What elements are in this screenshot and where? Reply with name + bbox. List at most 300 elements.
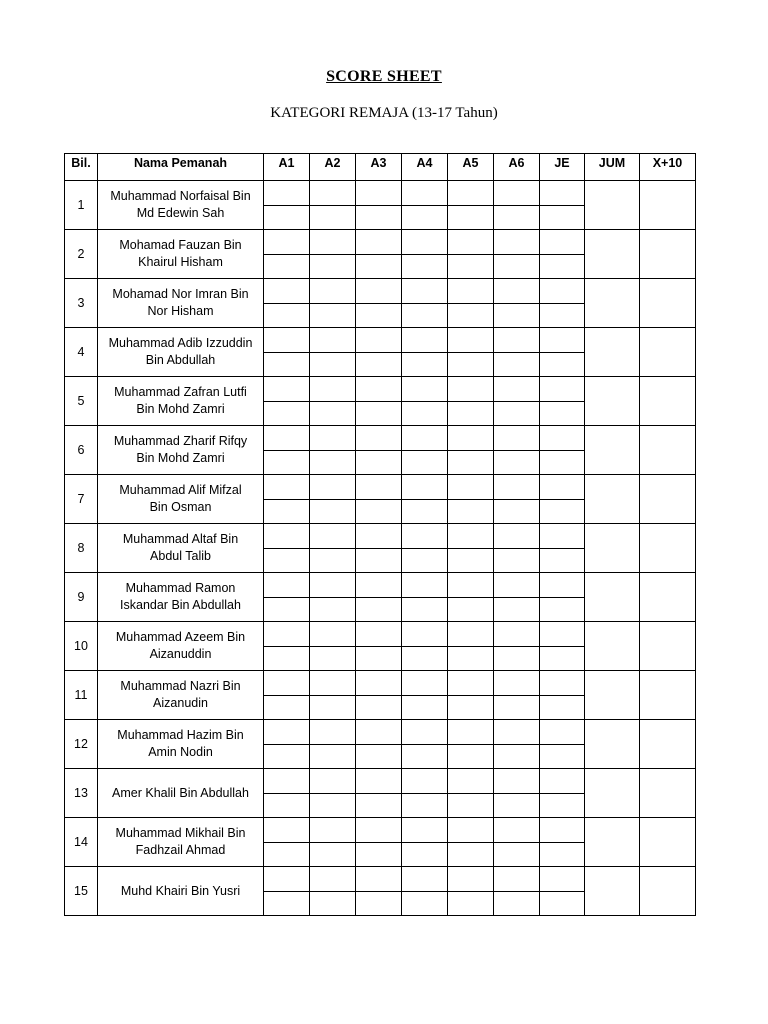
score-cell-a4[interactable] <box>402 524 448 549</box>
archer-name-line2: Khairul Hisham <box>138 255 223 269</box>
score-cell-a2[interactable] <box>310 867 356 892</box>
score-cell-je[interactable] <box>540 450 585 475</box>
score-cell-a6[interactable] <box>494 769 540 794</box>
score-cell-a4[interactable] <box>402 695 448 720</box>
page-title: SCORE SHEET <box>326 68 442 85</box>
score-cell-a4[interactable] <box>402 891 448 916</box>
score-cell-a1[interactable] <box>264 230 310 255</box>
score-cell-a3[interactable] <box>356 793 402 818</box>
score-cell-a6[interactable] <box>494 622 540 647</box>
row-number: 5 <box>65 377 98 426</box>
score-cell-a3[interactable] <box>356 230 402 255</box>
score-cell-a1[interactable] <box>264 450 310 475</box>
score-cell-a4[interactable] <box>402 548 448 573</box>
score-cell-a2[interactable] <box>310 891 356 916</box>
score-cell-a6[interactable] <box>494 426 540 451</box>
score-cell-a4[interactable] <box>402 597 448 622</box>
score-cell-a4[interactable] <box>402 622 448 647</box>
score-cell-a4[interactable] <box>402 377 448 402</box>
archer-name <box>98 426 264 475</box>
score-cell-a2[interactable] <box>310 597 356 622</box>
score-cell-a1[interactable] <box>264 720 310 745</box>
score-cell-a5[interactable] <box>448 377 494 402</box>
score-cell-je[interactable] <box>540 573 585 598</box>
score-cell-a1[interactable] <box>264 254 310 279</box>
total-cell-x10[interactable] <box>640 524 696 573</box>
score-cell-a4[interactable] <box>402 426 448 451</box>
score-cell-a2[interactable] <box>310 426 356 451</box>
score-cell-a5[interactable] <box>448 720 494 745</box>
score-cell-a5[interactable] <box>448 181 494 206</box>
total-cell-jum[interactable] <box>585 181 640 230</box>
score-cell-je[interactable] <box>540 842 585 867</box>
score-cell-a2[interactable] <box>310 328 356 353</box>
archer-name-line2: Bin Osman <box>149 500 212 514</box>
row-number: 1 <box>65 181 98 230</box>
score-cell-je[interactable] <box>540 793 585 818</box>
score-cell-a2[interactable] <box>310 352 356 377</box>
score-cell-je[interactable] <box>540 720 585 745</box>
archer-name-line1: Muhd Khairi Bin Yusri <box>120 883 241 898</box>
archer-name-line2: Iskandar Bin Abdullah <box>120 598 241 612</box>
row-number: 11 <box>65 671 98 720</box>
score-cell-a6[interactable] <box>494 279 540 304</box>
score-cell-a3[interactable] <box>356 842 402 867</box>
score-cell-a2[interactable] <box>310 254 356 279</box>
score-cell-a6[interactable] <box>494 328 540 353</box>
score-cell-a3[interactable] <box>356 499 402 524</box>
total-cell-jum[interactable] <box>585 573 640 622</box>
page-subtitle: KATEGORI REMAJA (13-17 Tahun) <box>270 105 498 121</box>
score-cell-a2[interactable] <box>310 646 356 671</box>
total-cell-x10[interactable] <box>640 769 696 818</box>
score-cell-a1[interactable] <box>264 352 310 377</box>
score-cell-a4[interactable] <box>402 181 448 206</box>
score-cell-je[interactable] <box>540 426 585 451</box>
archer-name-line2: Aizanudin <box>153 696 208 710</box>
score-cell-a6[interactable] <box>494 818 540 843</box>
archer-name <box>98 769 264 818</box>
score-cell-a3[interactable] <box>356 205 402 230</box>
score-cell-a5[interactable] <box>448 279 494 304</box>
archer-name <box>98 377 264 426</box>
score-cell-a1[interactable] <box>264 818 310 843</box>
score-cell-a6[interactable] <box>494 303 540 328</box>
archer-name <box>98 622 264 671</box>
score-cell-a1[interactable] <box>264 867 310 892</box>
score-cell-a3[interactable] <box>356 303 402 328</box>
score-cell-a6[interactable] <box>494 499 540 524</box>
archer-name-line2: Bin Mohd Zamri <box>136 451 225 465</box>
score-cell-a6[interactable] <box>494 548 540 573</box>
score-cell-a1[interactable] <box>264 205 310 230</box>
score-cell-a6[interactable] <box>494 450 540 475</box>
score-cell-a4[interactable] <box>402 867 448 892</box>
score-cell-a3[interactable] <box>356 377 402 402</box>
score-cell-je[interactable] <box>540 230 585 255</box>
total-cell-jum[interactable] <box>585 671 640 720</box>
score-cell-a1[interactable] <box>264 573 310 598</box>
score-cell-a1[interactable] <box>264 842 310 867</box>
score-cell-a6[interactable] <box>494 597 540 622</box>
score-cell-a2[interactable] <box>310 793 356 818</box>
score-cell-a5[interactable] <box>448 891 494 916</box>
score-cell-a3[interactable] <box>356 573 402 598</box>
score-cell-a1[interactable] <box>264 499 310 524</box>
archer-name-line2: Fadhzail Ahmad <box>135 843 226 857</box>
score-cell-a2[interactable] <box>310 720 356 745</box>
score-cell-a4[interactable] <box>402 475 448 500</box>
score-cell-a2[interactable] <box>310 401 356 426</box>
total-cell-x10[interactable] <box>640 426 696 475</box>
archer-name-line1: Mohamad Fauzan Bin <box>119 238 242 252</box>
score-cell-je[interactable] <box>540 744 585 769</box>
score-cell-a3[interactable] <box>356 597 402 622</box>
total-cell-jum[interactable] <box>585 230 640 279</box>
score-cell-a3[interactable] <box>356 450 402 475</box>
score-cell-a5[interactable] <box>448 695 494 720</box>
score-cell-a2[interactable] <box>310 769 356 794</box>
total-cell-jum[interactable] <box>585 426 640 475</box>
table-row <box>65 769 696 794</box>
table-row <box>65 328 696 353</box>
score-cell-a6[interactable] <box>494 695 540 720</box>
score-cell-je[interactable] <box>540 377 585 402</box>
score-cell-a5[interactable] <box>448 793 494 818</box>
score-cell-a2[interactable] <box>310 671 356 696</box>
score-cell-a4[interactable] <box>402 205 448 230</box>
score-cell-a5[interactable] <box>448 328 494 353</box>
score-cell-a3[interactable] <box>356 671 402 696</box>
score-cell-a6[interactable] <box>494 720 540 745</box>
score-cell-a4[interactable] <box>402 401 448 426</box>
archer-name-line1: Muhammad Ramon <box>125 581 236 595</box>
table-row <box>65 181 696 206</box>
score-cell-a2[interactable] <box>310 524 356 549</box>
score-cell-a5[interactable] <box>448 303 494 328</box>
score-cell-a3[interactable] <box>356 401 402 426</box>
score-cell-a5[interactable] <box>448 573 494 598</box>
score-cell-a2[interactable] <box>310 499 356 524</box>
row-number: 10 <box>65 622 98 671</box>
score-cell-je[interactable] <box>540 597 585 622</box>
score-cell-a1[interactable] <box>264 891 310 916</box>
score-cell-a2[interactable] <box>310 842 356 867</box>
archer-name <box>98 181 264 230</box>
score-cell-a4[interactable] <box>402 818 448 843</box>
score-cell-a1[interactable] <box>264 548 310 573</box>
total-cell-x10[interactable] <box>640 279 696 328</box>
score-cell-a2[interactable] <box>310 303 356 328</box>
score-cell-a4[interactable] <box>402 328 448 353</box>
score-cell-a6[interactable] <box>494 401 540 426</box>
total-cell-x10[interactable] <box>640 818 696 867</box>
total-cell-jum[interactable] <box>585 769 640 818</box>
archer-name-line1: Muhammad Mikhail Bin <box>115 826 246 840</box>
score-cell-a4[interactable] <box>402 303 448 328</box>
score-cell-a4[interactable] <box>402 769 448 794</box>
score-cell-je[interactable] <box>540 769 585 794</box>
score-cell-a6[interactable] <box>494 867 540 892</box>
score-cell-a3[interactable] <box>356 622 402 647</box>
score-cell-a5[interactable] <box>448 524 494 549</box>
score-cell-a3[interactable] <box>356 548 402 573</box>
total-cell-jum[interactable] <box>585 867 640 916</box>
score-cell-a3[interactable] <box>356 426 402 451</box>
score-cell-a2[interactable] <box>310 573 356 598</box>
archer-name-line1: Muhammad Hazim Bin <box>117 728 244 742</box>
score-cell-a6[interactable] <box>494 524 540 549</box>
score-cell-a4[interactable] <box>402 744 448 769</box>
score-cell-a2[interactable] <box>310 377 356 402</box>
score-cell-a1[interactable] <box>264 622 310 647</box>
score-cell-a1[interactable] <box>264 377 310 402</box>
score-cell-a1[interactable] <box>264 475 310 500</box>
total-cell-x10[interactable] <box>640 475 696 524</box>
total-cell-x10[interactable] <box>640 671 696 720</box>
score-cell-a6[interactable] <box>494 352 540 377</box>
table-row <box>65 671 696 696</box>
table-row <box>65 279 696 304</box>
score-cell-a6[interactable] <box>494 230 540 255</box>
score-cell-a4[interactable] <box>402 646 448 671</box>
score-cell-a4[interactable] <box>402 279 448 304</box>
total-cell-jum[interactable] <box>585 818 640 867</box>
score-cell-a5[interactable] <box>448 426 494 451</box>
score-cell-a4[interactable] <box>402 254 448 279</box>
row-number: 4 <box>65 328 98 377</box>
archer-name-line2: Nor Hisham <box>147 304 214 318</box>
score-cell-a2[interactable] <box>310 205 356 230</box>
score-cell-a5[interactable] <box>448 744 494 769</box>
score-cell-a6[interactable] <box>494 573 540 598</box>
score-cell-a6[interactable] <box>494 671 540 696</box>
score-cell-a3[interactable] <box>356 254 402 279</box>
score-cell-a3[interactable] <box>356 720 402 745</box>
score-cell-a5[interactable] <box>448 230 494 255</box>
score-cell-a5[interactable] <box>448 254 494 279</box>
score-cell-a1[interactable] <box>264 524 310 549</box>
score-cell-a6[interactable] <box>494 793 540 818</box>
score-cell-a4[interactable] <box>402 842 448 867</box>
score-cell-je[interactable] <box>540 548 585 573</box>
score-cell-a1[interactable] <box>264 303 310 328</box>
score-cell-a6[interactable] <box>494 646 540 671</box>
row-number: 8 <box>65 524 98 573</box>
total-cell-x10[interactable] <box>640 720 696 769</box>
score-cell-a5[interactable] <box>448 842 494 867</box>
score-cell-a3[interactable] <box>356 328 402 353</box>
archer-name-line1: Mohamad Nor Imran Bin <box>112 287 249 301</box>
total-cell-x10[interactable] <box>640 230 696 279</box>
total-cell-jum[interactable] <box>585 475 640 524</box>
score-cell-a6[interactable] <box>494 254 540 279</box>
archer-name-line2: Bin Abdullah <box>145 353 216 367</box>
header-row <box>65 154 696 181</box>
score-cell-je[interactable] <box>540 205 585 230</box>
total-cell-x10[interactable] <box>640 573 696 622</box>
archer-name <box>98 475 264 524</box>
archer-name <box>98 230 264 279</box>
score-cell-a1[interactable] <box>264 426 310 451</box>
total-cell-x10[interactable] <box>640 622 696 671</box>
score-cell-a1[interactable] <box>264 328 310 353</box>
total-cell-x10[interactable] <box>640 328 696 377</box>
table-row <box>65 867 696 892</box>
score-cell-a1[interactable] <box>264 793 310 818</box>
score-cell-je[interactable] <box>540 279 585 304</box>
score-cell-a6[interactable] <box>494 205 540 230</box>
score-cell-a4[interactable] <box>402 793 448 818</box>
score-cell-je[interactable] <box>540 401 585 426</box>
score-cell-a4[interactable] <box>402 573 448 598</box>
score-cell-a6[interactable] <box>494 744 540 769</box>
score-cell-a5[interactable] <box>448 646 494 671</box>
score-cell-a5[interactable] <box>448 597 494 622</box>
score-cell-a6[interactable] <box>494 475 540 500</box>
score-cell-a1[interactable] <box>264 769 310 794</box>
score-cell-je[interactable] <box>540 254 585 279</box>
score-cell-a2[interactable] <box>310 230 356 255</box>
score-cell-a5[interactable] <box>448 818 494 843</box>
score-cell-a5[interactable] <box>448 622 494 647</box>
column-header-a6: A6 <box>494 154 540 181</box>
score-cell-je[interactable] <box>540 475 585 500</box>
score-cell-a5[interactable] <box>448 499 494 524</box>
table-row <box>65 230 696 255</box>
score-cell-a2[interactable] <box>310 744 356 769</box>
total-cell-jum[interactable] <box>585 328 640 377</box>
score-cell-a6[interactable] <box>494 377 540 402</box>
score-cell-a3[interactable] <box>356 181 402 206</box>
score-cell-a1[interactable] <box>264 401 310 426</box>
score-cell-je[interactable] <box>540 818 585 843</box>
score-cell-a3[interactable] <box>356 475 402 500</box>
score-cell-a5[interactable] <box>448 401 494 426</box>
score-cell-a5[interactable] <box>448 352 494 377</box>
score-cell-a5[interactable] <box>448 450 494 475</box>
archer-name <box>98 720 264 769</box>
table-row <box>65 573 696 598</box>
score-cell-je[interactable] <box>540 671 585 696</box>
total-cell-x10[interactable] <box>640 181 696 230</box>
score-cell-a4[interactable] <box>402 720 448 745</box>
score-cell-je[interactable] <box>540 352 585 377</box>
score-cell-je[interactable] <box>540 867 585 892</box>
score-cell-je[interactable] <box>540 891 585 916</box>
score-cell-a2[interactable] <box>310 450 356 475</box>
score-cell-je[interactable] <box>540 181 585 206</box>
total-cell-jum[interactable] <box>585 524 640 573</box>
table-row <box>65 475 696 500</box>
score-cell-a1[interactable] <box>264 744 310 769</box>
score-cell-a6[interactable] <box>494 891 540 916</box>
score-cell-a3[interactable] <box>356 744 402 769</box>
score-cell-a3[interactable] <box>356 524 402 549</box>
score-cell-a1[interactable] <box>264 279 310 304</box>
score-cell-a1[interactable] <box>264 181 310 206</box>
column-header-x10: X+10 <box>640 154 696 181</box>
score-cell-je[interactable] <box>540 524 585 549</box>
total-cell-x10[interactable] <box>640 867 696 916</box>
total-cell-jum[interactable] <box>585 720 640 769</box>
score-cell-a5[interactable] <box>448 671 494 696</box>
score-cell-a1[interactable] <box>264 695 310 720</box>
score-cell-a6[interactable] <box>494 181 540 206</box>
score-cell-a6[interactable] <box>494 842 540 867</box>
score-cell-je[interactable] <box>540 303 585 328</box>
score-cell-a3[interactable] <box>356 769 402 794</box>
column-header-name: Nama Pemanah <box>98 154 264 181</box>
row-number: 12 <box>65 720 98 769</box>
score-cell-a3[interactable] <box>356 646 402 671</box>
row-number: 9 <box>65 573 98 622</box>
archer-name-line2: Amin Nodin <box>148 745 213 759</box>
score-cell-a5[interactable] <box>448 867 494 892</box>
archer-name-line1: Muhammad Zharif Rifqy <box>113 434 248 448</box>
total-cell-x10[interactable] <box>640 377 696 426</box>
score-cell-a4[interactable] <box>402 352 448 377</box>
archer-name-line1: Muhammad Alif Mifzal <box>119 483 242 497</box>
score-cell-a2[interactable] <box>310 622 356 647</box>
score-cell-je[interactable] <box>540 695 585 720</box>
column-header-je: JE <box>540 154 585 181</box>
score-cell-je[interactable] <box>540 622 585 647</box>
score-cell-a4[interactable] <box>402 450 448 475</box>
score-cell-a2[interactable] <box>310 818 356 843</box>
score-cell-je[interactable] <box>540 328 585 353</box>
score-cell-a5[interactable] <box>448 475 494 500</box>
archer-name-line1: Muhammad Adib Izzuddin <box>108 336 253 350</box>
score-cell-a3[interactable] <box>356 891 402 916</box>
archer-name-line2: Bin Mohd Zamri <box>136 402 225 416</box>
score-cell-a5[interactable] <box>448 769 494 794</box>
archer-name <box>98 671 264 720</box>
score-cell-a4[interactable] <box>402 671 448 696</box>
score-cell-a3[interactable] <box>356 352 402 377</box>
score-cell-a3[interactable] <box>356 867 402 892</box>
column-header-a4: A4 <box>402 154 448 181</box>
total-cell-jum[interactable] <box>585 622 640 671</box>
score-cell-a1[interactable] <box>264 646 310 671</box>
table-row <box>65 426 696 451</box>
score-cell-a2[interactable] <box>310 548 356 573</box>
score-cell-a5[interactable] <box>448 548 494 573</box>
score-cell-a1[interactable] <box>264 671 310 696</box>
row-number: 2 <box>65 230 98 279</box>
total-cell-jum[interactable] <box>585 377 640 426</box>
column-header-bil: Bil. <box>65 154 98 181</box>
archer-name-line1: Muhammad Norfaisal Bin <box>110 189 251 203</box>
archer-name-line1: Muhammad Nazri Bin <box>120 679 241 693</box>
row-number: 6 <box>65 426 98 475</box>
score-cell-a4[interactable] <box>402 499 448 524</box>
archer-name-line2: Aizanuddin <box>149 647 212 661</box>
total-cell-jum[interactable] <box>585 279 640 328</box>
score-cell-a2[interactable] <box>310 279 356 304</box>
score-cell-a2[interactable] <box>310 695 356 720</box>
score-cell-a3[interactable] <box>356 695 402 720</box>
score-cell-a1[interactable] <box>264 597 310 622</box>
score-cell-a2[interactable] <box>310 181 356 206</box>
score-cell-a3[interactable] <box>356 818 402 843</box>
score-cell-a3[interactable] <box>356 279 402 304</box>
score-cell-a5[interactable] <box>448 205 494 230</box>
score-cell-je[interactable] <box>540 499 585 524</box>
score-cell-je[interactable] <box>540 646 585 671</box>
score-cell-a2[interactable] <box>310 475 356 500</box>
score-cell-a4[interactable] <box>402 230 448 255</box>
